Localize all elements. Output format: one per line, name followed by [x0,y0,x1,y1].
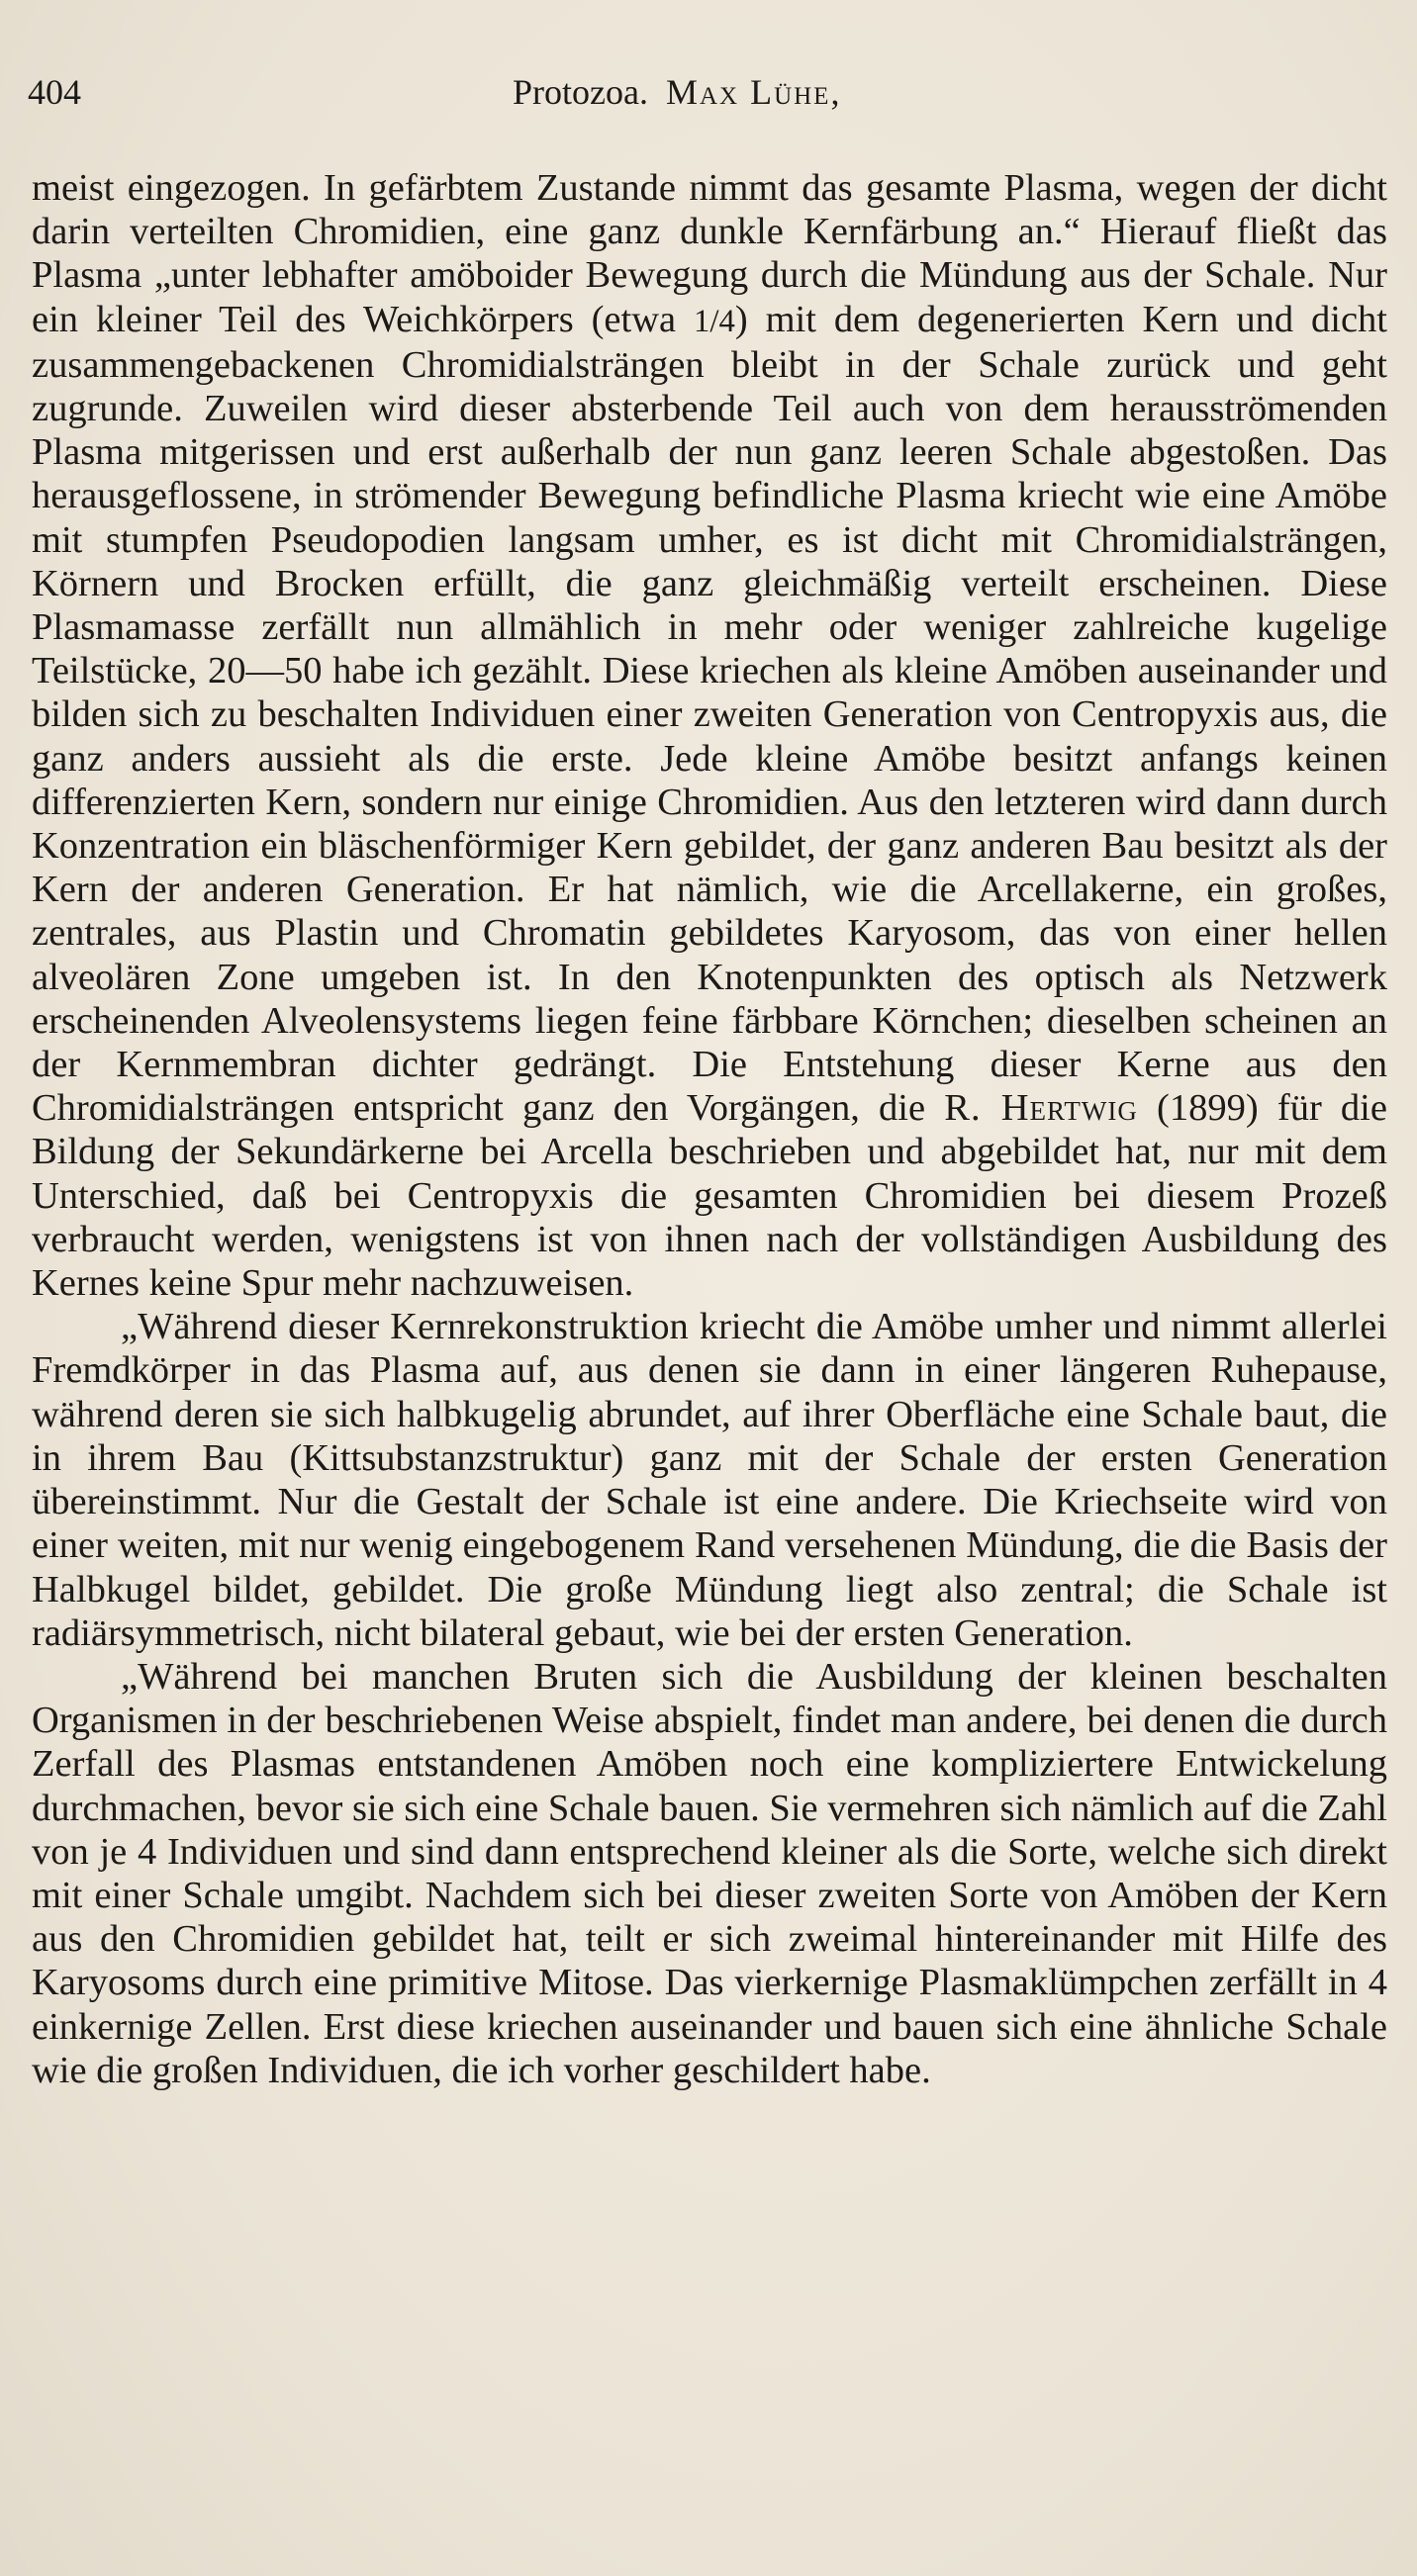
author-name: Max Lühe, [665,72,842,112]
cited-author: R. Hertwig [944,1087,1138,1130]
page-number: 404 [28,72,81,112]
paragraph-1 [32,166,1387,1305]
paragraph-1-part-a: meist eingezogen. In gefärbtem Zustande nimmt das gesamte Plasma, wegen der dicht darin verteilten Chromidien, eine ganz dunkle Kernfärbung an.“ Hierauf fließt das Plasma „unter lebhafter amöboider Bewegung durch die Mündung aus der Schale. Nur ein kleiner Teil des Weichkörpers (etwa [32,167,1387,340]
fraction-one-quarter: 1/4 [694,303,735,339]
paragraph-2: „Während dieser Kernrekonstruktion kriecht die Amöbe umher und nimmt allerlei Fremdkörper in das Plasma auf, aus denen sie dann in einer längeren Ruhepause, während deren sie sich halbkugelig abrundet, auf ihrer Oberfläche eine Schale baut, die in ihrem Bau (Kittsubstanzstruktur) ganz mit der Schale der ersten Generation übereinstimmt. Nur die Gestalt der Schale ist eine andere. Die Kriechseite wird von einer weiten, mit nur wenig eingebogenem Rand versehenen Mündung, die die Basis der Halbkugel bildet, gebildet. Die große Mündung liegt also zentral; die Schale ist radiärsymmetrisch, nicht bilateral gebaut, wie bei der ersten Generation. [32,1306,1387,1654]
section-title: Protozoa. [513,72,648,112]
page-header [28,67,1383,117]
paragraph-1-part-c: (1899) für die Bildung der Sekundärkerne bei Arcella beschrieben und abgebildet hat, nur mit dem Unterschied, daß bei Centropyxis die gesamten Chromidien bei diesem Prozeß verbraucht werden, wenigstens ist von ihnen nach der vollständigen Ausbildung des Kernes keine Spur mehr nachzuweisen. [32,1087,1387,1305]
paragraph-1-part-b: ) mit dem degenerierten Kern und dicht zusammengebackenen Chromidialsträngen bleibt in der Schale zurück und geht zugrunde. Zuweilen wird dieser absterbende Teil auch von dem herausströmenden Plasma mitgerissen und erst außerhalb der nun ganz leeren Schale abgestoßen. Das herausgeflossene, in strömender Bewegung befindliche Plasma kriecht wie eine Amöbe mit stumpfen Pseudopodien langsam umher, es ist dicht mit Chromidialsträngen, Körnern und Brocken erfüllt, die ganz gleichmäßig verteilt erscheinen. Diese Plasmamasse zerfällt nun allmählich in mehr oder weniger zahlreiche kugelige Teilstücke, 20—50 habe ich gezählt. Diese kriechen als kleine Amöben auseinander und bilden sich zu beschalten Individuen einer zweiten Generation von Centropyxis aus, die ganz anders aussieht als die erste. Jede kleine Amöbe besitzt anfangs keinen differenzierten Kern, sondern nur einige Chromidien. Aus den letzteren wird dann durch Konzentration ein bläschenförmiger Kern gebildet, der ganz anderen Bau besitzt als der Kern der anderen Generation. Er hat nämlich, wie die Arcellakerne, ein großes, zentrales, aus Plastin und Chromatin gebildetes Karyosom, das von einer hellen alveolären Zone umgeben ist. In den Knotenpunkten des optisch als Netzwerk erscheinenden Alveolensystems liegen feine färbbare Körnchen; dieselben scheinen an der Kernmembran dichter gedrängt. Die Entstehung dieser Kerne aus den Chromidialsträngen entspricht ganz den Vorgängen, die [32,298,1387,1130]
paragraph-3: „Während bei manchen Bruten sich die Ausbildung der kleinen beschalten Organismen in der beschriebenen Weise abspielt, findet man andere, bei denen die durch Zerfall des Plasmas entstandenen Amöben noch eine kompliziertere Entwickelung durchmachen, bevor sie sich eine Schale bauen. Sie vermehren sich nämlich auf die Zahl von je 4 Individuen und sind dann entsprechend kleiner als die Sorte, welche sich direkt mit einer Schale umgibt. Nachdem sich bei dieser zweiten Sorte von Amöben der Kern aus den Chromidien gebildet hat, teilt er sich zweimal hintereinander mit Hilfe des Karyosoms durch eine primitive Mitose. Das vierkernige Plasmaklümpchen zerfällt in 4 einkernige Zellen. Erst diese kriechen auseinander und bauen sich eine ähnliche Schale wie die großen Individuen, die ich vorher geschildert habe. [32,1655,1387,2091]
body-text [32,166,1387,2092]
running-head [513,67,841,117]
